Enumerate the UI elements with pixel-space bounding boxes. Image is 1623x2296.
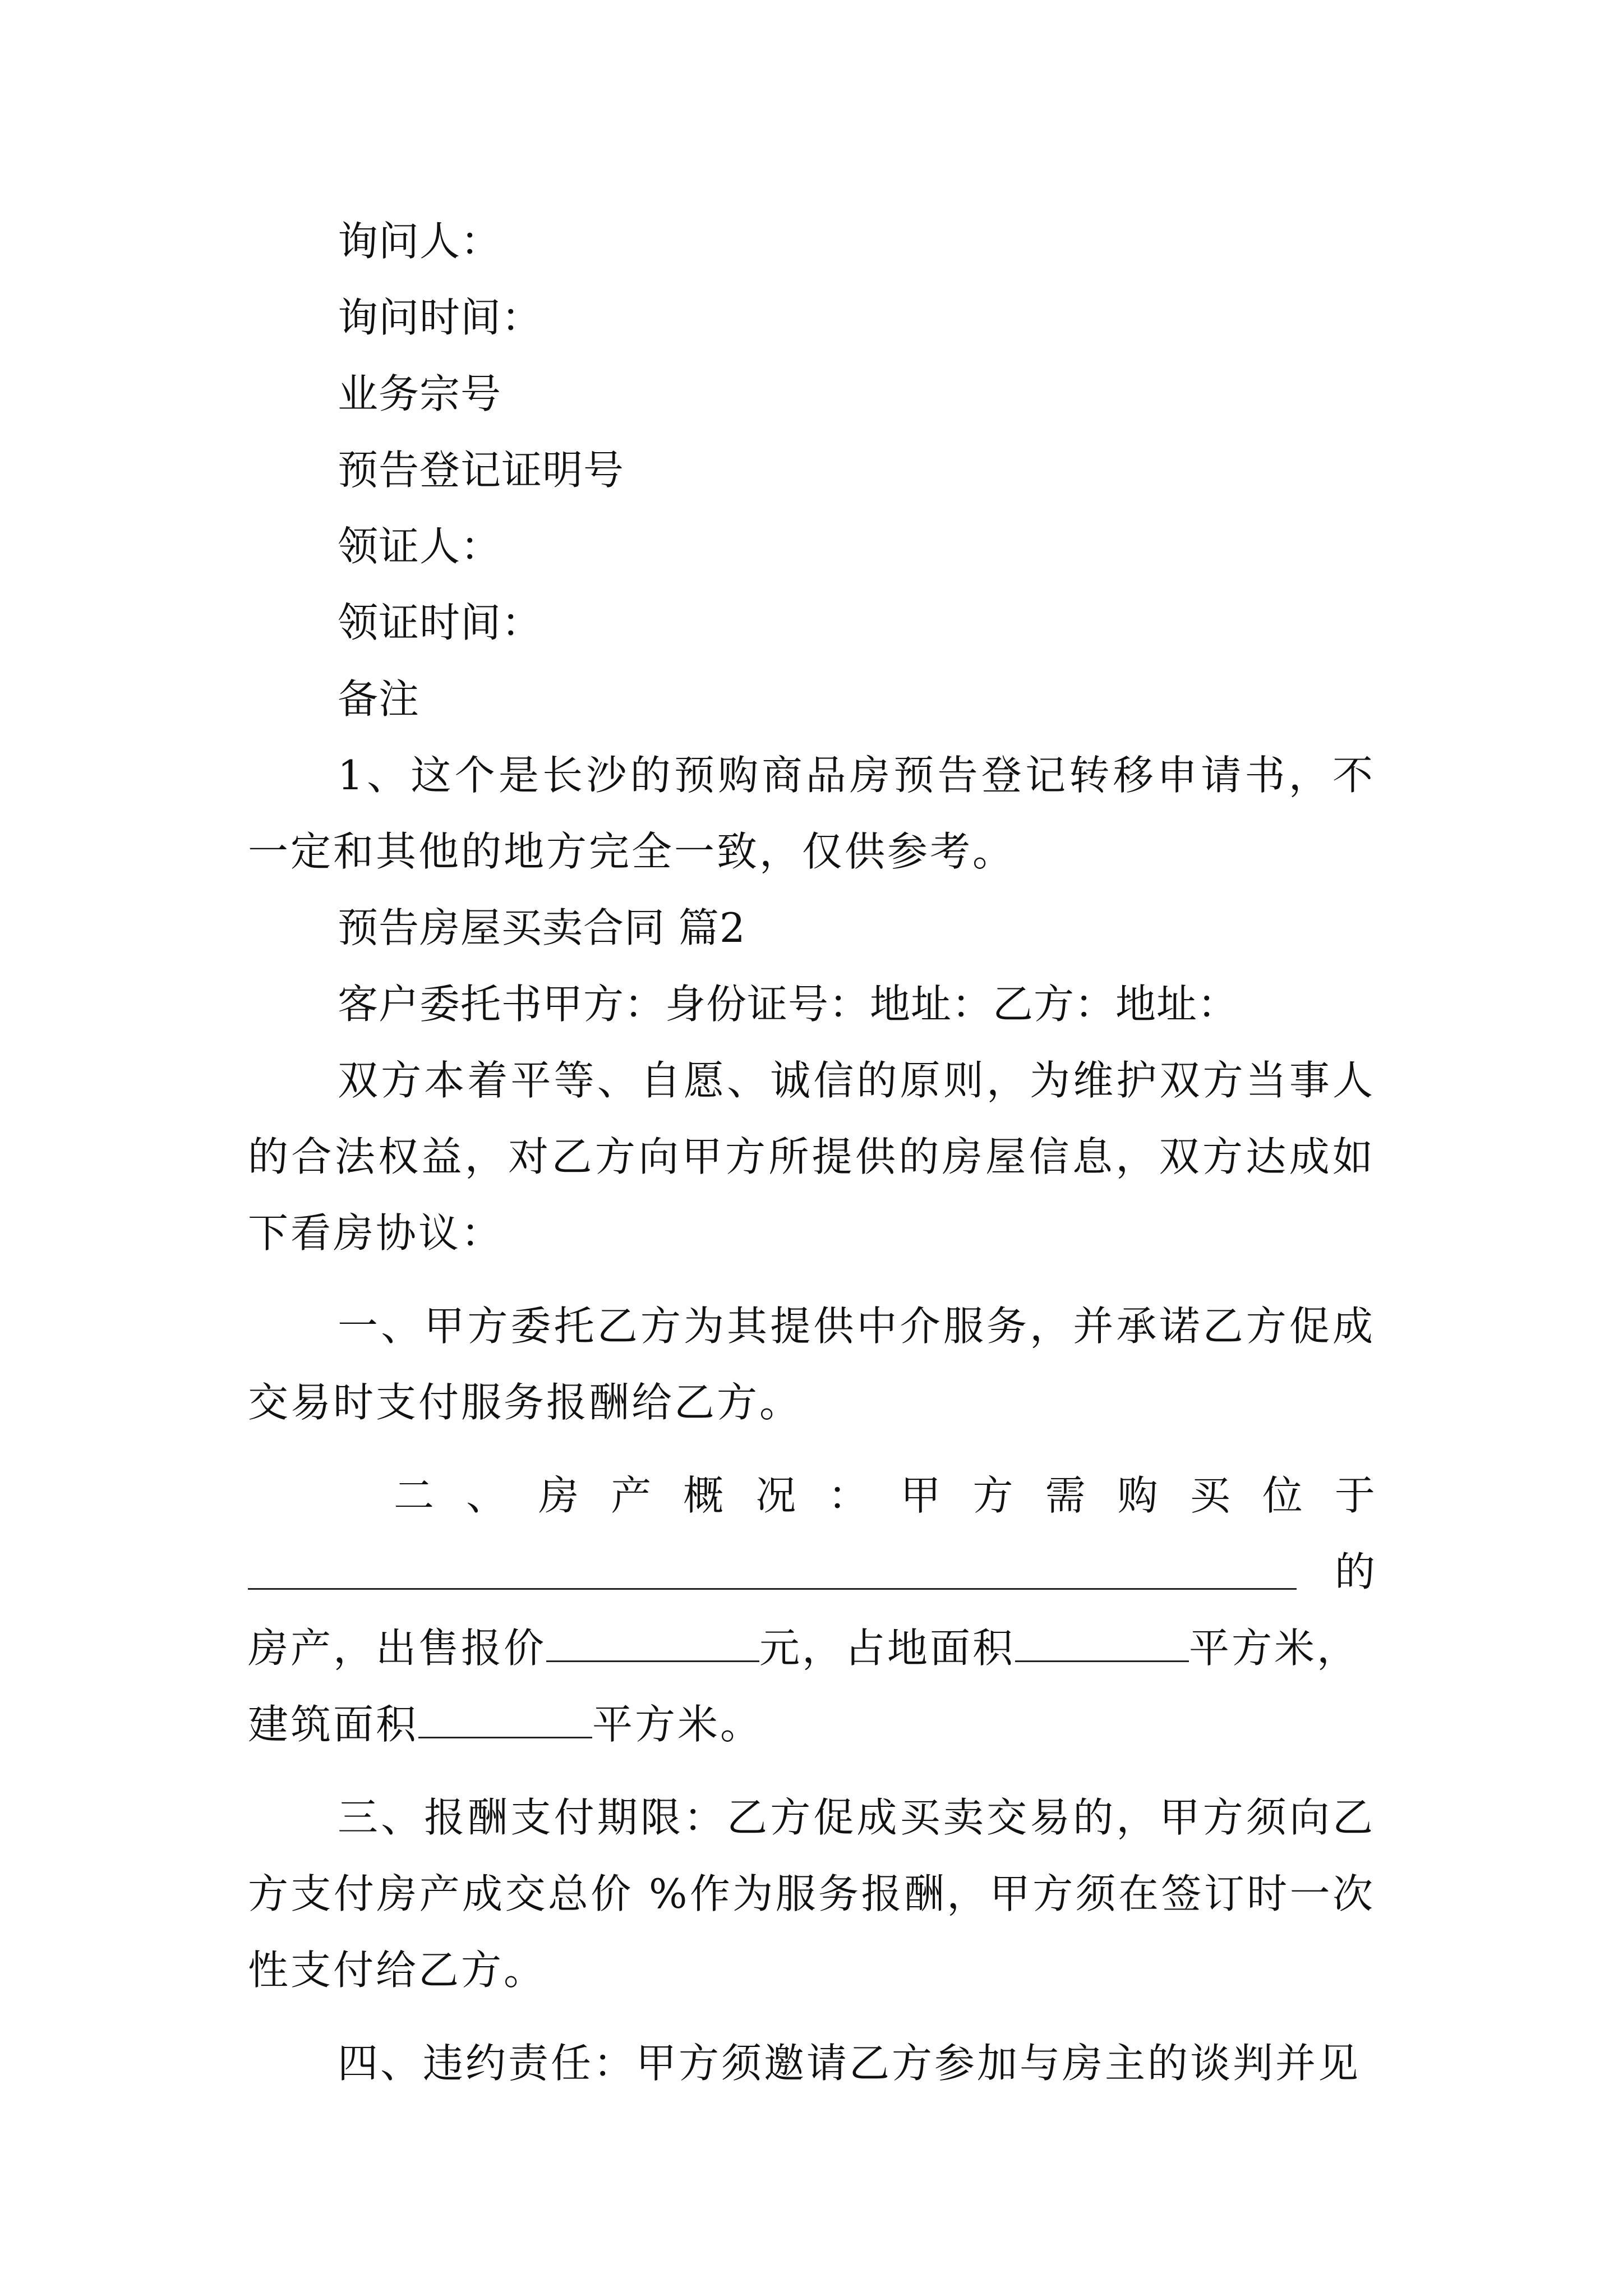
clause-2-char: ： bbox=[828, 1472, 869, 1519]
clause-1: 一、甲方委托乙方为其提供中介服务，并承诺乙方促成交易时支付服务报酬给乙方。 bbox=[248, 1303, 1375, 1426]
clause-2-char: 二 bbox=[394, 1472, 435, 1519]
land-area-blank[interactable] bbox=[1015, 1625, 1189, 1662]
intro-paragraph: 双方本着平等、自愿、诚信的原则，为维护双方当事人的合法权益，对乙方向甲方所提供的房屋信息，双方达成如下看房协议： bbox=[248, 1057, 1375, 1257]
clause-2-char: 甲 bbox=[900, 1472, 941, 1519]
clause-2-char: 方 bbox=[972, 1472, 1013, 1519]
field-notice-cert-no: 预告登记证明号 bbox=[338, 447, 625, 494]
building-area-blank[interactable] bbox=[418, 1701, 592, 1738]
clause-2-char: 需 bbox=[1045, 1472, 1086, 1519]
field-inquirer: 询问人： bbox=[338, 218, 502, 265]
note-1: 1、这个是长沙的预购商品房预告登记转移申请书，不一定和其他的地方完全一致，仅供参考。 bbox=[248, 752, 1375, 875]
land-area-label: 元，占地面积 bbox=[759, 1625, 1016, 1672]
clause-2 bbox=[248, 1457, 1375, 1763]
location-blank[interactable] bbox=[248, 1543, 1297, 1590]
building-area-label: 建筑面积 bbox=[248, 1701, 419, 1748]
clause-2-heading bbox=[248, 1457, 1375, 1534]
building-area-unit: 平方米。 bbox=[592, 1701, 763, 1748]
clause-2-char: 位 bbox=[1262, 1472, 1303, 1519]
clause-4: 四、违约责任：甲方须邀请乙方参加与房主的谈判并见 bbox=[338, 2040, 1361, 2087]
clause-2-char: 购 bbox=[1117, 1472, 1158, 1519]
clause-2-char: 买 bbox=[1189, 1472, 1230, 1519]
field-remarks: 备注 bbox=[338, 675, 420, 723]
clause-2-location-row bbox=[248, 1534, 1375, 1610]
field-business-no: 业务宗号 bbox=[338, 370, 502, 417]
clause-2-char: 产 bbox=[611, 1472, 652, 1519]
client-line: 客户委托书甲方：身份证号：地址：乙方：地址： bbox=[338, 981, 1239, 1028]
clause-2-char: 于 bbox=[1334, 1472, 1375, 1519]
clause-3: 三、报酬支付期限：乙方促成买卖交易的，甲方须向乙方支付房产成交总价 %作为服务报酬，甲方须在签订时一次性支付给乙方。 bbox=[248, 1794, 1375, 1994]
field-receive-time: 领证时间： bbox=[338, 599, 543, 646]
clause-2-char: 、 bbox=[466, 1472, 507, 1519]
clause-2-building-row bbox=[248, 1686, 1375, 1763]
section-title: 预告房屋买卖合同 篇2 bbox=[338, 904, 746, 951]
document-body bbox=[248, 203, 1375, 2101]
land-area-unit: 平方米， bbox=[1189, 1625, 1360, 1672]
field-inquiry-time: 询问时间： bbox=[338, 294, 543, 341]
clause-2-price-row bbox=[248, 1610, 1375, 1686]
field-recipient: 领证人： bbox=[338, 523, 502, 570]
price-label: 房产，出售报价 bbox=[248, 1625, 547, 1672]
price-blank[interactable] bbox=[546, 1625, 759, 1662]
clause-2-char: 概 bbox=[683, 1472, 724, 1519]
clause-2-char: 房 bbox=[538, 1472, 579, 1519]
clause-2-char: 况 bbox=[755, 1472, 796, 1519]
clause-2-after-blank: 的 bbox=[1334, 1548, 1375, 1595]
